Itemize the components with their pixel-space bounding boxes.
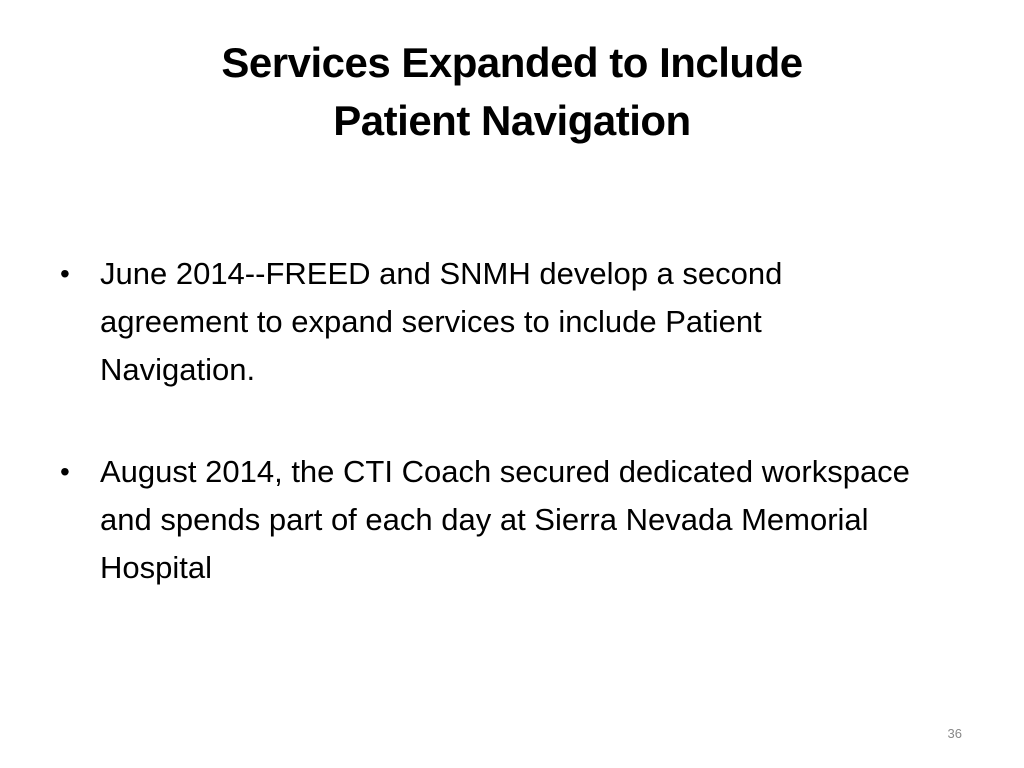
slide-title xyxy=(112,34,912,150)
bullet-text: June 2014--FREED and SNMH develop a second agreement to expand services to include Patient Navigation. xyxy=(100,256,783,387)
bullet-item xyxy=(58,448,918,592)
page-number: 36 xyxy=(947,726,962,741)
bullet-dot-icon: • xyxy=(60,258,70,289)
bullet-text: August 2014, the CTI Coach secured dedicated workspace and spends part of each day at Sierra Nevada Memorial Hospital xyxy=(100,454,910,585)
bullet-dot-icon: • xyxy=(60,456,70,487)
slide-title-line-1: Services Expanded to Include xyxy=(221,39,803,86)
bullet-list xyxy=(58,250,918,646)
slide-title-line-2: Patient Navigation xyxy=(333,97,691,144)
bullet-item xyxy=(58,250,918,394)
